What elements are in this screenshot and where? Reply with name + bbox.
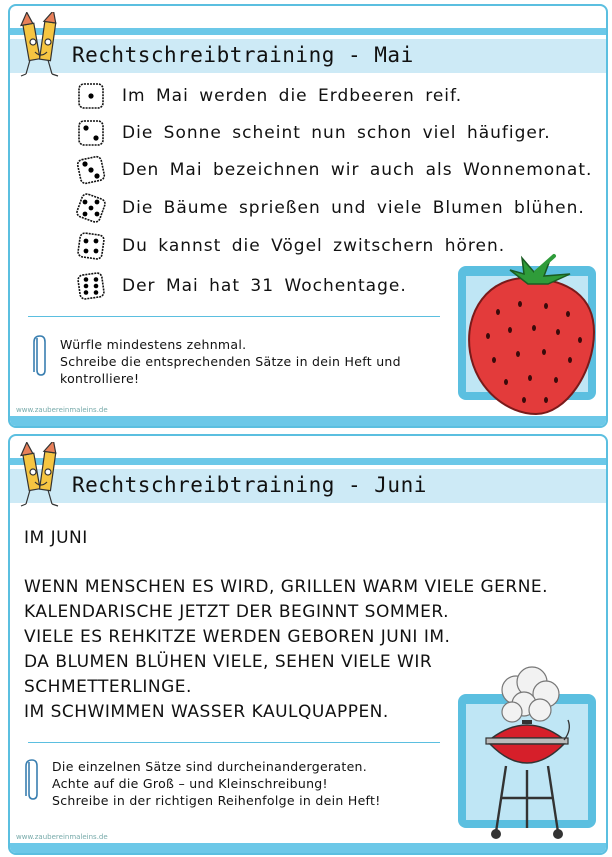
bottom-bar [10,843,606,853]
instruction-line: Achte auf die Groß – und Kleinschreibung! [52,776,328,791]
sentence-text: Den Mai bezeichnen wir auch als Wonnemonat. [122,160,593,180]
top-bar [10,458,606,465]
top-bar [10,28,606,35]
pencil-mascot-icon [18,12,64,82]
instruction-line: Würfle mindestens zehnmal. [60,337,247,352]
instructions [52,758,381,809]
separator-line [28,316,440,317]
sentence-row [76,80,462,112]
scrambled-line: IM SCHWIMMEN WASSER KAULQUAPPEN. [24,702,389,722]
instruction-line: Die einzelnen Sätze sind durcheinandergeraten. [52,759,368,774]
sentence-text: Der Mai hat 31 Wochentage. [122,276,407,296]
sentence-text: Du kannst die Vögel zwitschern hören. [122,236,506,256]
paperclip-icon [32,334,48,378]
footer-url: www.zaubereinmaleins.de [16,833,108,841]
scrambled-line: WENN MENSCHEN ES WIRD, GRILLEN WARM VIELE GERNE. [24,577,549,597]
instruction-line: Schreibe in der richtigen Reihenfolge in dein Heft! [52,793,381,808]
sentence-text: Die Sonne scheint nun schon viel häufiger. [122,123,551,143]
instructions [60,336,401,387]
sentence-text: Im Mai werden die Erdbeeren reif. [122,86,463,106]
sentence-row [76,230,505,262]
page-title: Rechtschreibtraining - Juni [72,473,427,497]
scrambled-line: SCHMETTERLINGE. [24,677,192,697]
die-1-icon [76,81,106,111]
scrambled-line: VIELE ES REHKITZE WERDEN GEBOREN JUNI IM. [24,627,451,647]
sentence-text: Die Bäume sprießen und viele Blumen blühen. [122,198,585,218]
heading-line: IM JUNI [24,528,88,548]
die-2-icon [76,118,106,148]
card-june [8,434,608,855]
scrambled-line: KALENDARISCHE JETZT DER BEGINNT SOMMER. [24,602,450,622]
bottom-bar [10,416,606,426]
sentence-row [76,270,407,302]
strawberry-icon [458,252,603,420]
sentence-row [76,154,592,186]
grill-icon [472,660,582,845]
sentence-row [76,117,551,149]
card-may [8,4,608,428]
footer-url: www.zaubereinmaleins.de [16,406,108,414]
page-title: Rechtschreibtraining - Mai [72,43,414,67]
die-3-icon [76,155,106,185]
paperclip-icon [24,758,40,802]
die-4-icon [76,231,106,261]
instruction-line: kontrolliere! [60,371,140,386]
instruction-line: Schreibe die entsprechenden Sätze in dein Heft und [60,354,401,369]
sentence-row [76,192,585,224]
pencil-mascot-icon [18,442,64,512]
separator-line [28,742,440,743]
scrambled-line: DA BLUMEN BLÜHEN VIELE, SEHEN VIELE WIR [24,652,433,672]
die-6-icon [76,271,106,301]
die-5-icon [76,193,106,223]
